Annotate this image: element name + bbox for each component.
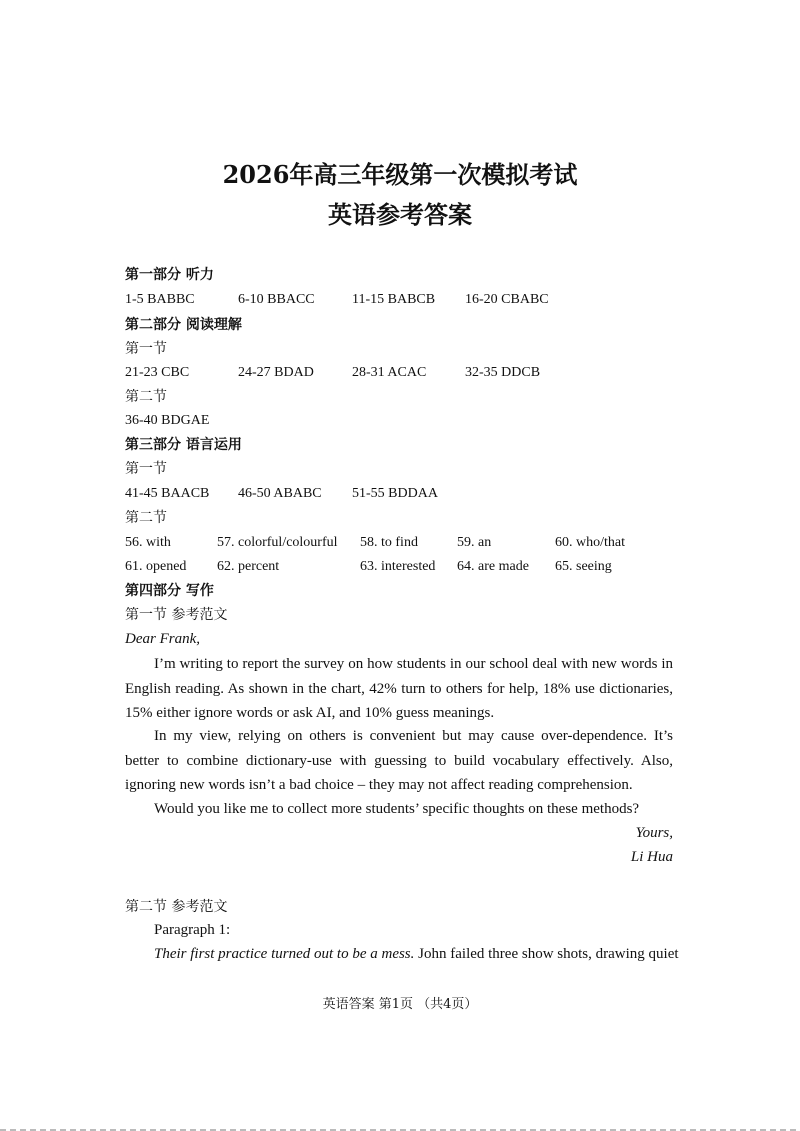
answer-group: 36-40 BDGAE (125, 413, 210, 428)
answer-group: 51-55 BDDAA (352, 486, 438, 501)
page-footer: 英语答案 第1页 （共4页） (322, 997, 478, 1012)
part3-section1-label: 第一节 (125, 461, 167, 477)
paragraph-text: John failed three show shots, drawing quiet (414, 946, 679, 962)
answer-group: 41-45 BAACB (125, 486, 210, 501)
fill-answer: 62. percent (217, 559, 280, 574)
letter-signature: Li Hua (630, 849, 673, 865)
fill-answer: 58. to find (360, 535, 418, 550)
fill-answer: 60. who/that (555, 535, 625, 550)
answer-group: 46-50 ABABC (238, 486, 322, 501)
answer-group: 24-27 BDAD (238, 365, 314, 380)
part3-heading: 第三部分 语言运用 (125, 437, 242, 453)
part2-section2-label: 第二节 (125, 389, 167, 405)
letter-greeting: Dear Frank, (125, 631, 200, 647)
part1-heading: 第一部分 听力 (125, 267, 214, 283)
answer-key-title: 英语参考答案 (328, 200, 472, 229)
fill-answer: 56. with (125, 535, 171, 550)
paragraph-opening-sentence: Their first practice turned out to be a mess. (154, 946, 415, 962)
fill-answer: 57. colorful/colourful (217, 535, 338, 550)
fill-answer: 64. are made (457, 559, 529, 574)
continuation-paragraph (154, 947, 679, 962)
part4-heading: 第四部分 写作 (125, 583, 214, 599)
letter-paragraph: I’m writing to report the survey on how students in our school deal with new words in English reading. As shown in the chart, 42% turn to others for help, 18% use dictionaries, 15% either ignore words or ask AI, and 10% guess meanings. (125, 656, 673, 721)
letter-closing: Yours, (635, 825, 673, 841)
answer-group: 6-10 BBACC (238, 292, 315, 307)
answer-group: 32-35 DDCB (465, 365, 541, 380)
answer-group: 11-15 BABCB (352, 292, 436, 307)
letter-paragraph: Would you like me to collect more students’ specific thoughts on these methods? (154, 801, 640, 817)
exam-title: 2026年高三年级第一次模拟考试 (222, 160, 578, 189)
part4-section2-label: 第二节 参考范文 (125, 899, 228, 915)
part3-section2-label: 第二节 (125, 510, 167, 526)
fill-answer: 59. an (457, 535, 492, 550)
part2-heading: 第二部分 阅读理解 (125, 317, 242, 333)
answer-group: 21-23 CBC (125, 365, 190, 380)
part4-section1-label: 第一节 参考范文 (125, 607, 228, 623)
answer-group: 1-5 BABBC (125, 292, 195, 307)
paragraph-label: Paragraph 1: (154, 922, 231, 938)
part2-section1-label: 第一节 (125, 341, 167, 357)
answer-group: 16-20 CBABC (465, 292, 549, 307)
fill-answer: 63. interested (360, 559, 436, 574)
fill-answer: 61. opened (125, 559, 187, 574)
letter-paragraph: In my view, relying on others is convenient but may cause over-dependence. It’s better to combine dictionary-use with guessing to build vocabulary effectively. Also, ignoring new words isn’t a bad choice – they may not affect reading comprehension. (125, 728, 673, 793)
fill-answer: 65. seeing (555, 559, 612, 574)
answer-group: 28-31 ACAC (352, 365, 427, 380)
